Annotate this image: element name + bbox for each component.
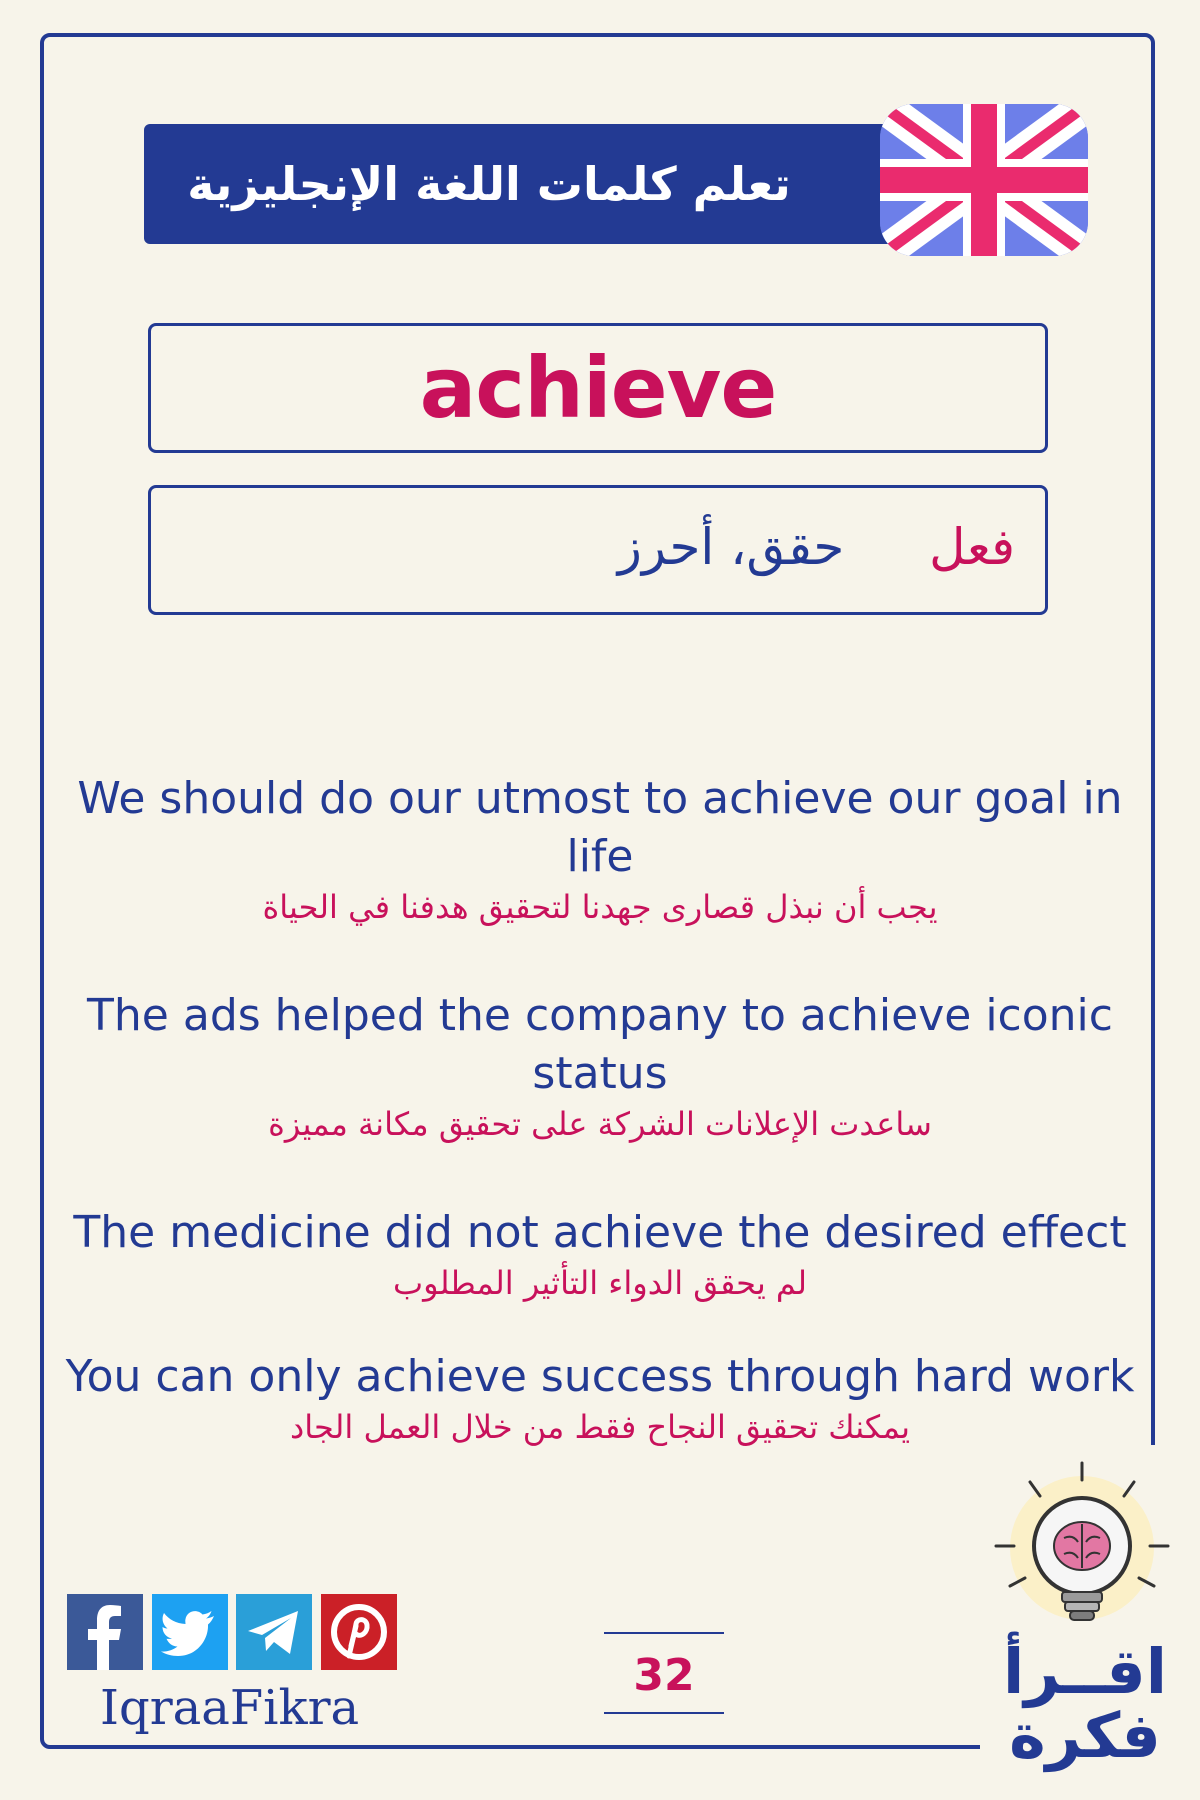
example-4 <box>60 1348 1140 1448</box>
telegram-icon[interactable] <box>236 1594 312 1670</box>
logo-text-line1: اقــرأ <box>1002 1635 1168 1708</box>
example-arabic: يجب أن نبذل قصارى جهدنا لتحقيق هدفنا في الحياة <box>262 888 938 926</box>
example-1 <box>60 770 1140 928</box>
example-english: The medicine did not achieve the desired effect <box>73 1207 1127 1258</box>
example-arabic: لم يحقق الدواء التأثير المطلوب <box>393 1264 807 1302</box>
example-english: The ads helped the company to achieve iconic status <box>87 990 1113 1099</box>
example-arabic: يمكنك تحقيق النجاح فقط من خلال العمل الجاد <box>290 1408 910 1446</box>
example-english: You can only achieve success through hard work <box>65 1351 1135 1402</box>
iqraa-fikra-logo <box>990 1635 1180 1772</box>
uk-flag-icon <box>880 104 1088 256</box>
lightbulb-brain-icon <box>990 1458 1170 1638</box>
logo-text-line2: فكرة <box>1009 1699 1161 1772</box>
facebook-icon[interactable] <box>67 1594 143 1670</box>
part-of-speech: فعل <box>929 518 1015 576</box>
page-number-rule-bottom <box>604 1712 724 1714</box>
example-arabic: ساعدت الإعلانات الشركة على تحقيق مكانة مميزة <box>268 1105 932 1143</box>
twitter-icon[interactable] <box>152 1594 228 1670</box>
word-box <box>148 323 1048 453</box>
header-title: تعلم كلمات اللغة الإنجليزية <box>187 157 791 211</box>
page-number-rule-top <box>604 1632 724 1634</box>
vocabulary-word: achieve <box>419 339 777 437</box>
example-english: We should do our utmost to achieve our goal in life <box>77 773 1123 882</box>
example-3 <box>60 1204 1140 1304</box>
example-2 <box>60 987 1140 1145</box>
meaning-box <box>148 485 1048 615</box>
pinterest-icon[interactable] <box>321 1594 397 1670</box>
arabic-meaning: حقق، أحرز <box>617 518 845 576</box>
page-number: 32 <box>633 1650 695 1701</box>
brand-name: IqraaFikra <box>100 1680 360 1736</box>
